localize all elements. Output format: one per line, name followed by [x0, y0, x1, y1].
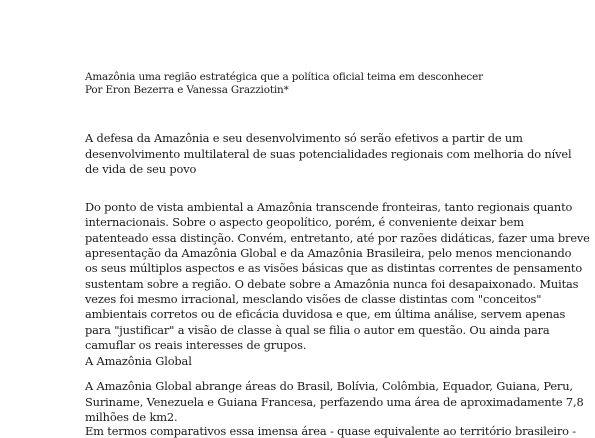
paragraph-line: patenteado essa distinção. Convém, entretanto, até por razões didáticas, fazer uma breve: [85, 231, 590, 245]
paragraph-line: camuflar os reais interesses de grupos.: [85, 338, 307, 352]
paragraph-line: Em termos comparativos essa imensa área - quase equivalente ao território brasileiro -: [85, 424, 577, 438]
paragraph-line: os seus múltiplos aspectos e as visões básicas que as distintas correntes de pensamento: [85, 261, 583, 275]
lead-line: A defesa da Amazônia e seu desenvolvimento só serão efetivos a partir de um: [85, 131, 523, 145]
section-heading: A Amazônia Global: [85, 354, 192, 368]
paragraph-line: Do ponto de vista ambiental a Amazônia transcende fronteiras, tanto regionais quanto: [85, 200, 573, 214]
paragraph-line: A Amazônia Global abrange áreas do Brasil, Bolívia, Colômbia, Equador, Guiana, Peru,: [85, 379, 573, 393]
paragraph-line: internacionais. Sobre o aspecto geopolítico, porém, é conveniente deixar bem: [85, 215, 524, 229]
article-title: Amazônia uma região estratégica que a política oficial teima em desconhecer: [85, 71, 483, 83]
lead-line: de vida de seu povo: [85, 162, 197, 176]
paragraph-line: apresentação da Amazônia Global e da Amazônia Brasileira, pelo menos mencionando: [85, 246, 572, 260]
lead-line: desenvolvimento multilateral de suas potencialidades regionais com melhoria do nível: [85, 147, 572, 161]
article-byline: Por Eron Bezerra e Vanessa Grazziotin*: [85, 84, 289, 96]
paragraph-line: milhões de km2.: [85, 410, 178, 424]
paragraph-line: para "justificar" a visão de classe à qual se filia o autor em questão. Ou ainda para: [85, 323, 550, 337]
paragraph-line: vezes foi mesmo irracional, mesclando visões de classe distintas com "conceitos": [85, 292, 542, 306]
paragraph-line: Suriname, Venezuela e Guiana Francesa, perfazendo uma área de aproximadamente 7,8: [85, 395, 584, 409]
paragraph-line: ambientais corretos ou de eficácia duvidosa e que, em última análise, servem apenas: [85, 307, 566, 321]
paragraph-line: sustentam sobre a região. O debate sobre a Amazônia nunca foi desapaixonado. Muitas: [85, 277, 579, 291]
